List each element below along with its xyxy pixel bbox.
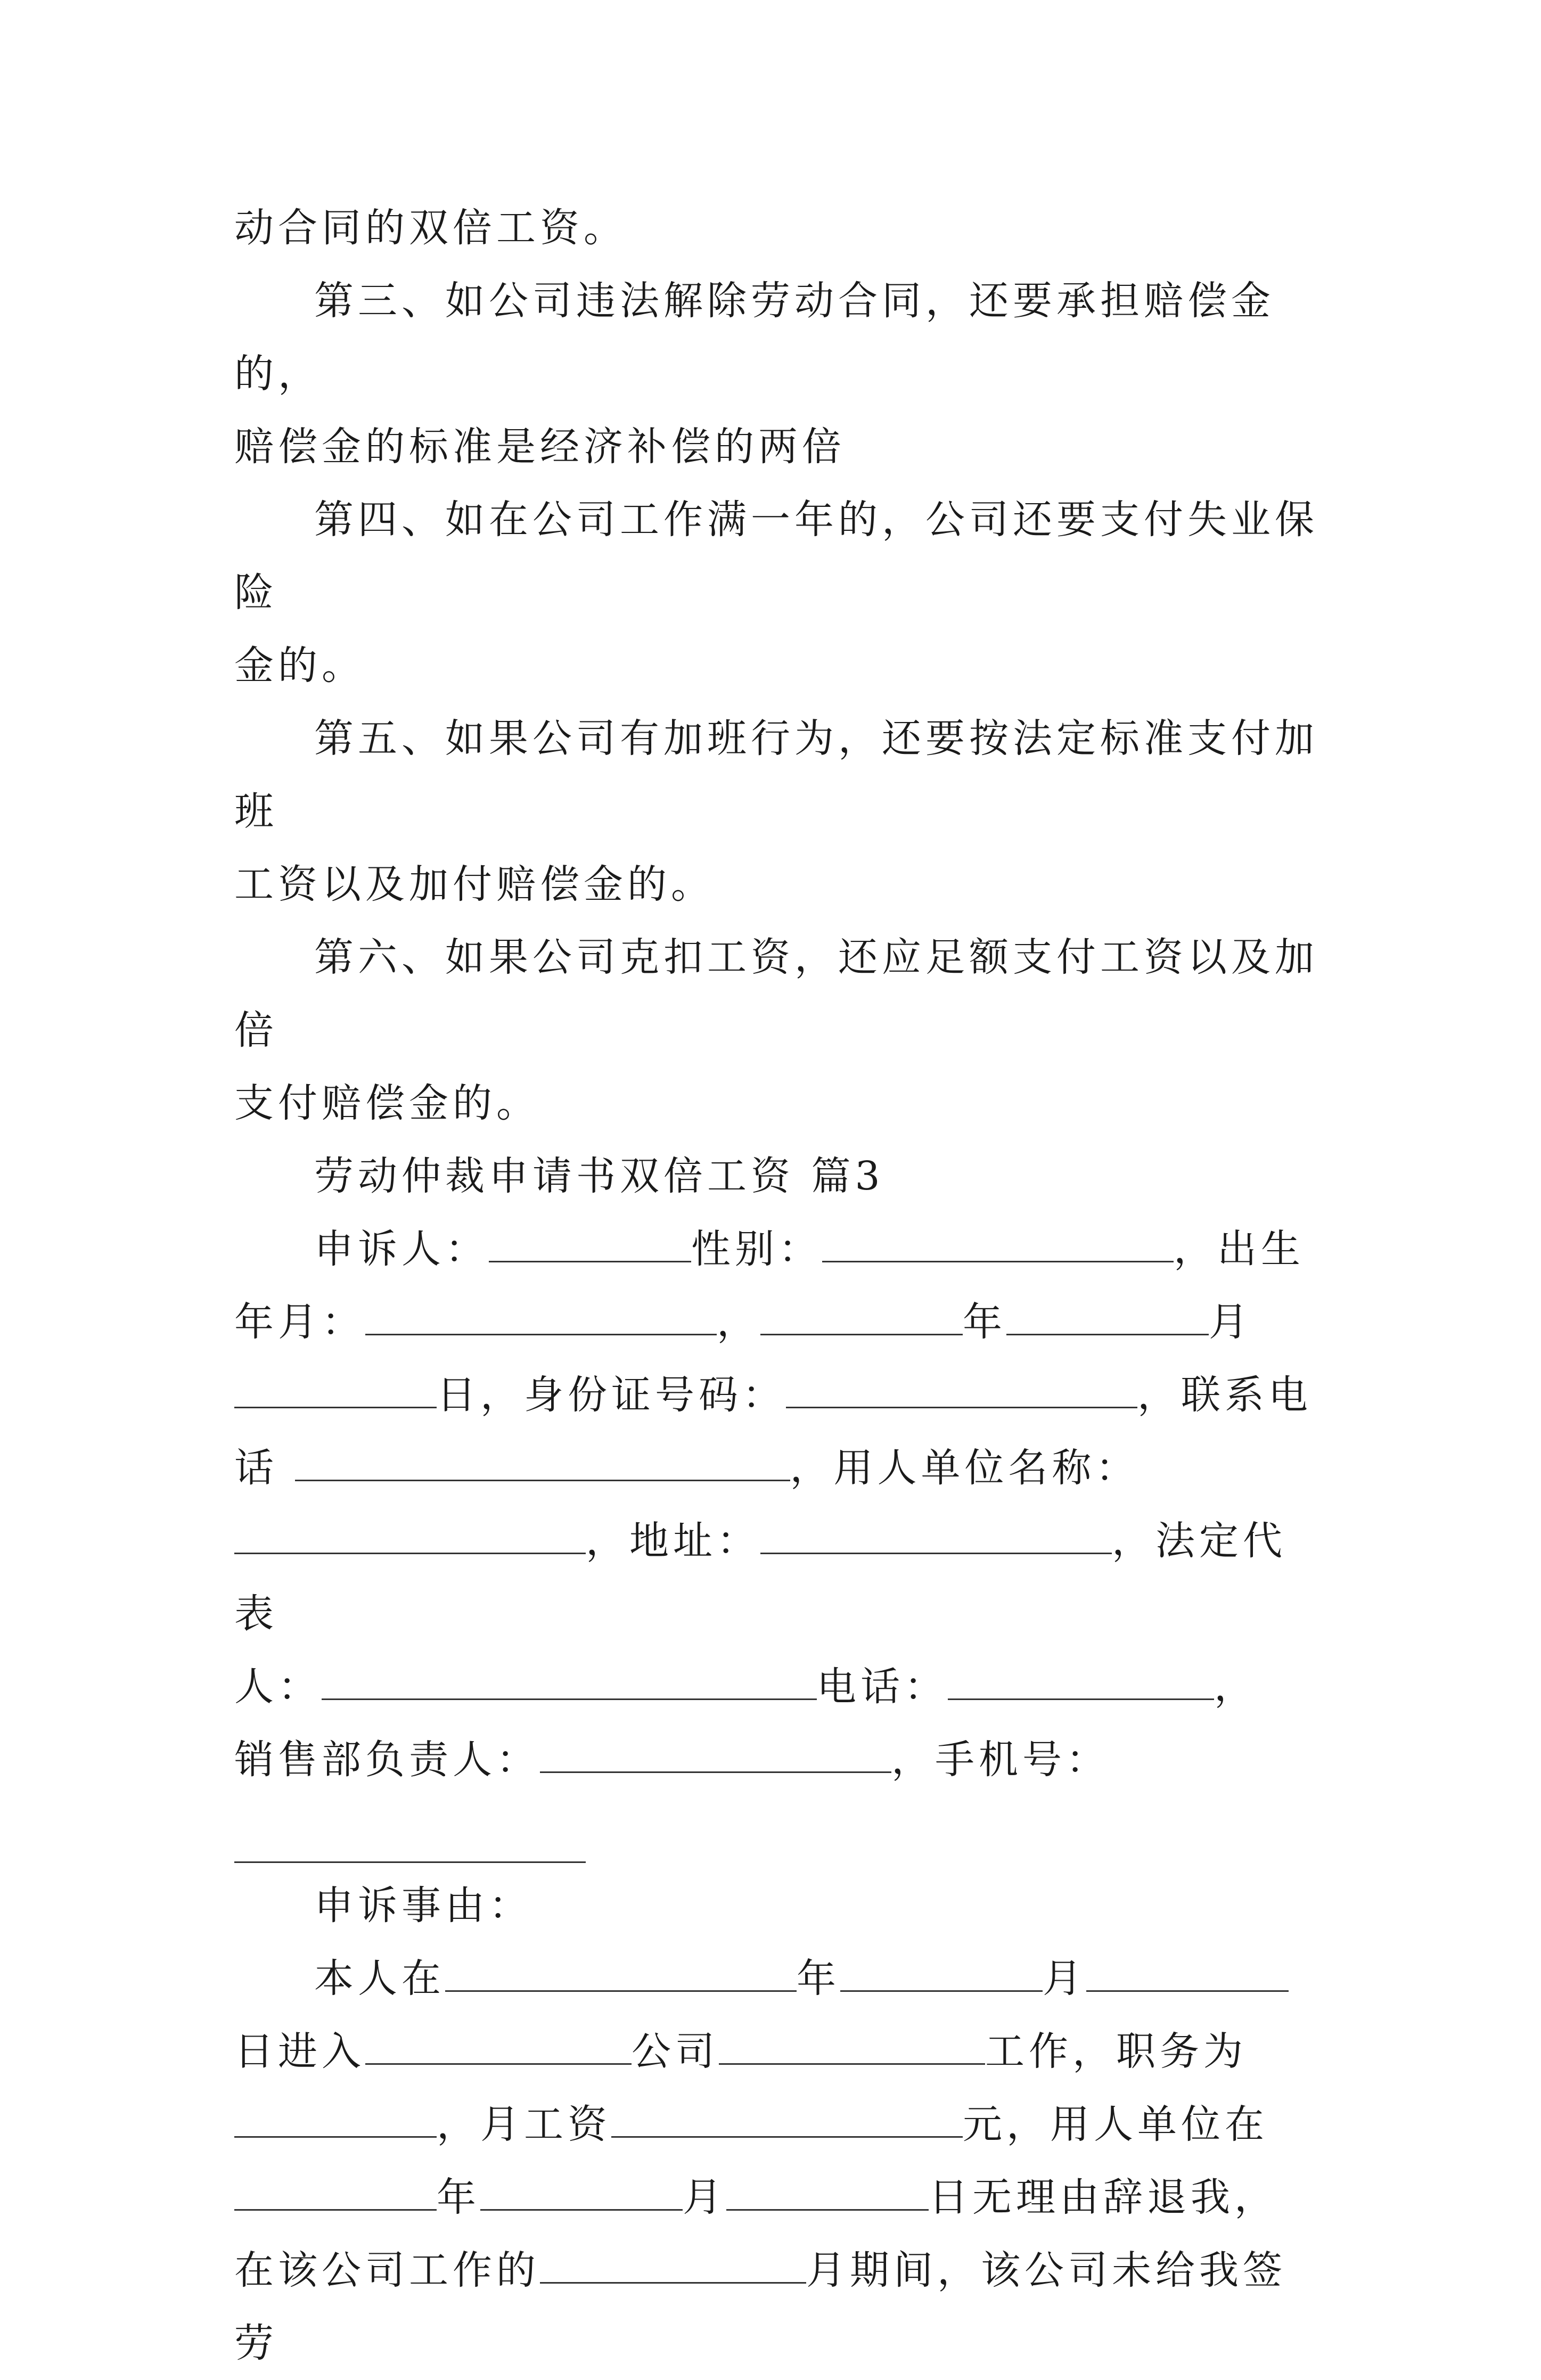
legal-rep-blank[interactable]: [322, 1665, 817, 1700]
gender-blank[interactable]: [822, 1228, 1174, 1262]
label: 月: [683, 2174, 726, 2220]
label: ，: [1214, 1664, 1258, 1710]
label: 公司: [632, 2029, 719, 2074]
join-year-blank[interactable]: [445, 1957, 797, 1992]
text: 工资以及加付赔偿金的。: [234, 861, 715, 907]
paragraph-sixth: [234, 921, 1321, 1140]
label: 月期间，该公司未给我签劳: [234, 2247, 1286, 2366]
dismiss-day-blank[interactable]: [726, 2176, 929, 2211]
text: 赔偿金的标准是经济补偿的两倍: [234, 424, 846, 470]
label: ，出生: [1174, 1226, 1305, 1272]
applicant-line-1: [234, 1213, 1321, 1286]
label: ，月工资: [437, 2102, 611, 2147]
applicant-name-blank[interactable]: [489, 1228, 691, 1262]
text: 申诉事由：: [314, 1883, 532, 1928]
tel-blank[interactable]: [948, 1665, 1214, 1700]
label: ，用人单位名称：: [790, 1445, 1140, 1491]
text: 第六、如果公司克扣工资，还应足额支付工资以及加倍: [234, 934, 1318, 1053]
label: 年: [963, 1299, 1006, 1345]
birth-month-blank[interactable]: [1006, 1301, 1209, 1335]
label: 元，用人单位在: [963, 2102, 1268, 2147]
label: 年: [797, 1956, 840, 2001]
label: 在该公司工作的: [234, 2247, 540, 2293]
birth-year-blank[interactable]: [760, 1301, 963, 1335]
position-blank[interactable]: [234, 2103, 437, 2138]
text: 第三、如公司违法解除劳动合同，还要承担赔偿金的，: [234, 278, 1275, 397]
dismiss-year-blank[interactable]: [234, 2176, 437, 2211]
label: 性别：: [691, 1226, 822, 1272]
reason-line-1: [234, 1942, 1321, 2015]
label: ，法定代表: [234, 1518, 1286, 1637]
reason-line-4: [234, 2161, 1321, 2234]
company-name-blank[interactable]: [719, 2030, 985, 2065]
label: 本人在: [314, 1956, 445, 2001]
text: 金的。: [234, 643, 365, 688]
birth-day-blank[interactable]: [234, 1374, 437, 1408]
applicant-line-3: [234, 1359, 1321, 1432]
reason-line-5: [234, 2234, 1321, 2380]
unit-name-blank[interactable]: [234, 1520, 586, 1554]
birth-blank[interactable]: [365, 1301, 717, 1335]
text: 第五、如果公司有加班行为，还要按法定标准支付加班: [234, 716, 1318, 834]
label: 年月：: [234, 1299, 365, 1345]
label: 人：: [234, 1664, 322, 1710]
text: 劳动仲裁申请书双倍工资 篇3: [314, 1153, 884, 1199]
phone-blank[interactable]: [295, 1447, 790, 1481]
paragraph-third: [234, 265, 1321, 483]
label: 日无理由辞退我，: [929, 2174, 1278, 2220]
applicant-line-6: [234, 1651, 1321, 1724]
salary-blank[interactable]: [611, 2103, 963, 2138]
label: 月: [1209, 1299, 1252, 1345]
paragraph-fifth: [234, 702, 1321, 921]
applicant-line-5: [234, 1505, 1321, 1651]
text: 第四、如在公司工作满一年的，公司还要支付失业保险: [234, 497, 1318, 615]
company-blank[interactable]: [365, 2030, 632, 2065]
label: 年: [437, 2174, 480, 2220]
join-month-blank[interactable]: [840, 1957, 1043, 1992]
mobile-blank[interactable]: [234, 1828, 586, 1863]
document-body: [234, 192, 1321, 2380]
reason-title: [234, 1869, 1321, 1942]
applicant-line-2: [234, 1286, 1321, 1359]
text: 动合同的双倍工资。: [234, 205, 627, 251]
label: 日，身份证号码：: [437, 1372, 786, 1418]
address-blank[interactable]: [760, 1520, 1112, 1554]
label: 工作，职务为: [985, 2029, 1247, 2074]
label: ，地址：: [586, 1518, 760, 1564]
reason-line-2: [234, 2015, 1321, 2088]
paragraph-tail: [234, 192, 1321, 265]
applicant-line-4: [234, 1432, 1321, 1505]
section-title: [234, 1140, 1321, 1213]
dismiss-month-blank[interactable]: [480, 2176, 683, 2211]
label: 电话：: [817, 1664, 948, 1710]
sales-head-blank[interactable]: [540, 1738, 891, 1773]
applicant-line-8: [234, 1796, 1321, 1869]
label: 话: [234, 1445, 278, 1491]
join-day-blank[interactable]: [1086, 1957, 1289, 1992]
label: 申诉人：: [314, 1226, 489, 1272]
text: 支付赔偿金的。: [234, 1080, 540, 1126]
label: 月: [1043, 1956, 1086, 2001]
reason-line-3: [234, 2088, 1321, 2161]
period-blank[interactable]: [540, 2249, 806, 2284]
label: 日进入: [234, 2029, 365, 2074]
label: 销售部负责人：: [234, 1737, 540, 1783]
label: ，联系电: [1137, 1372, 1312, 1418]
paragraph-fourth: [234, 483, 1321, 702]
label: ，: [717, 1299, 760, 1345]
id-number-blank[interactable]: [786, 1374, 1137, 1408]
label: ，手机号：: [891, 1737, 1110, 1783]
applicant-line-7: [234, 1724, 1321, 1796]
